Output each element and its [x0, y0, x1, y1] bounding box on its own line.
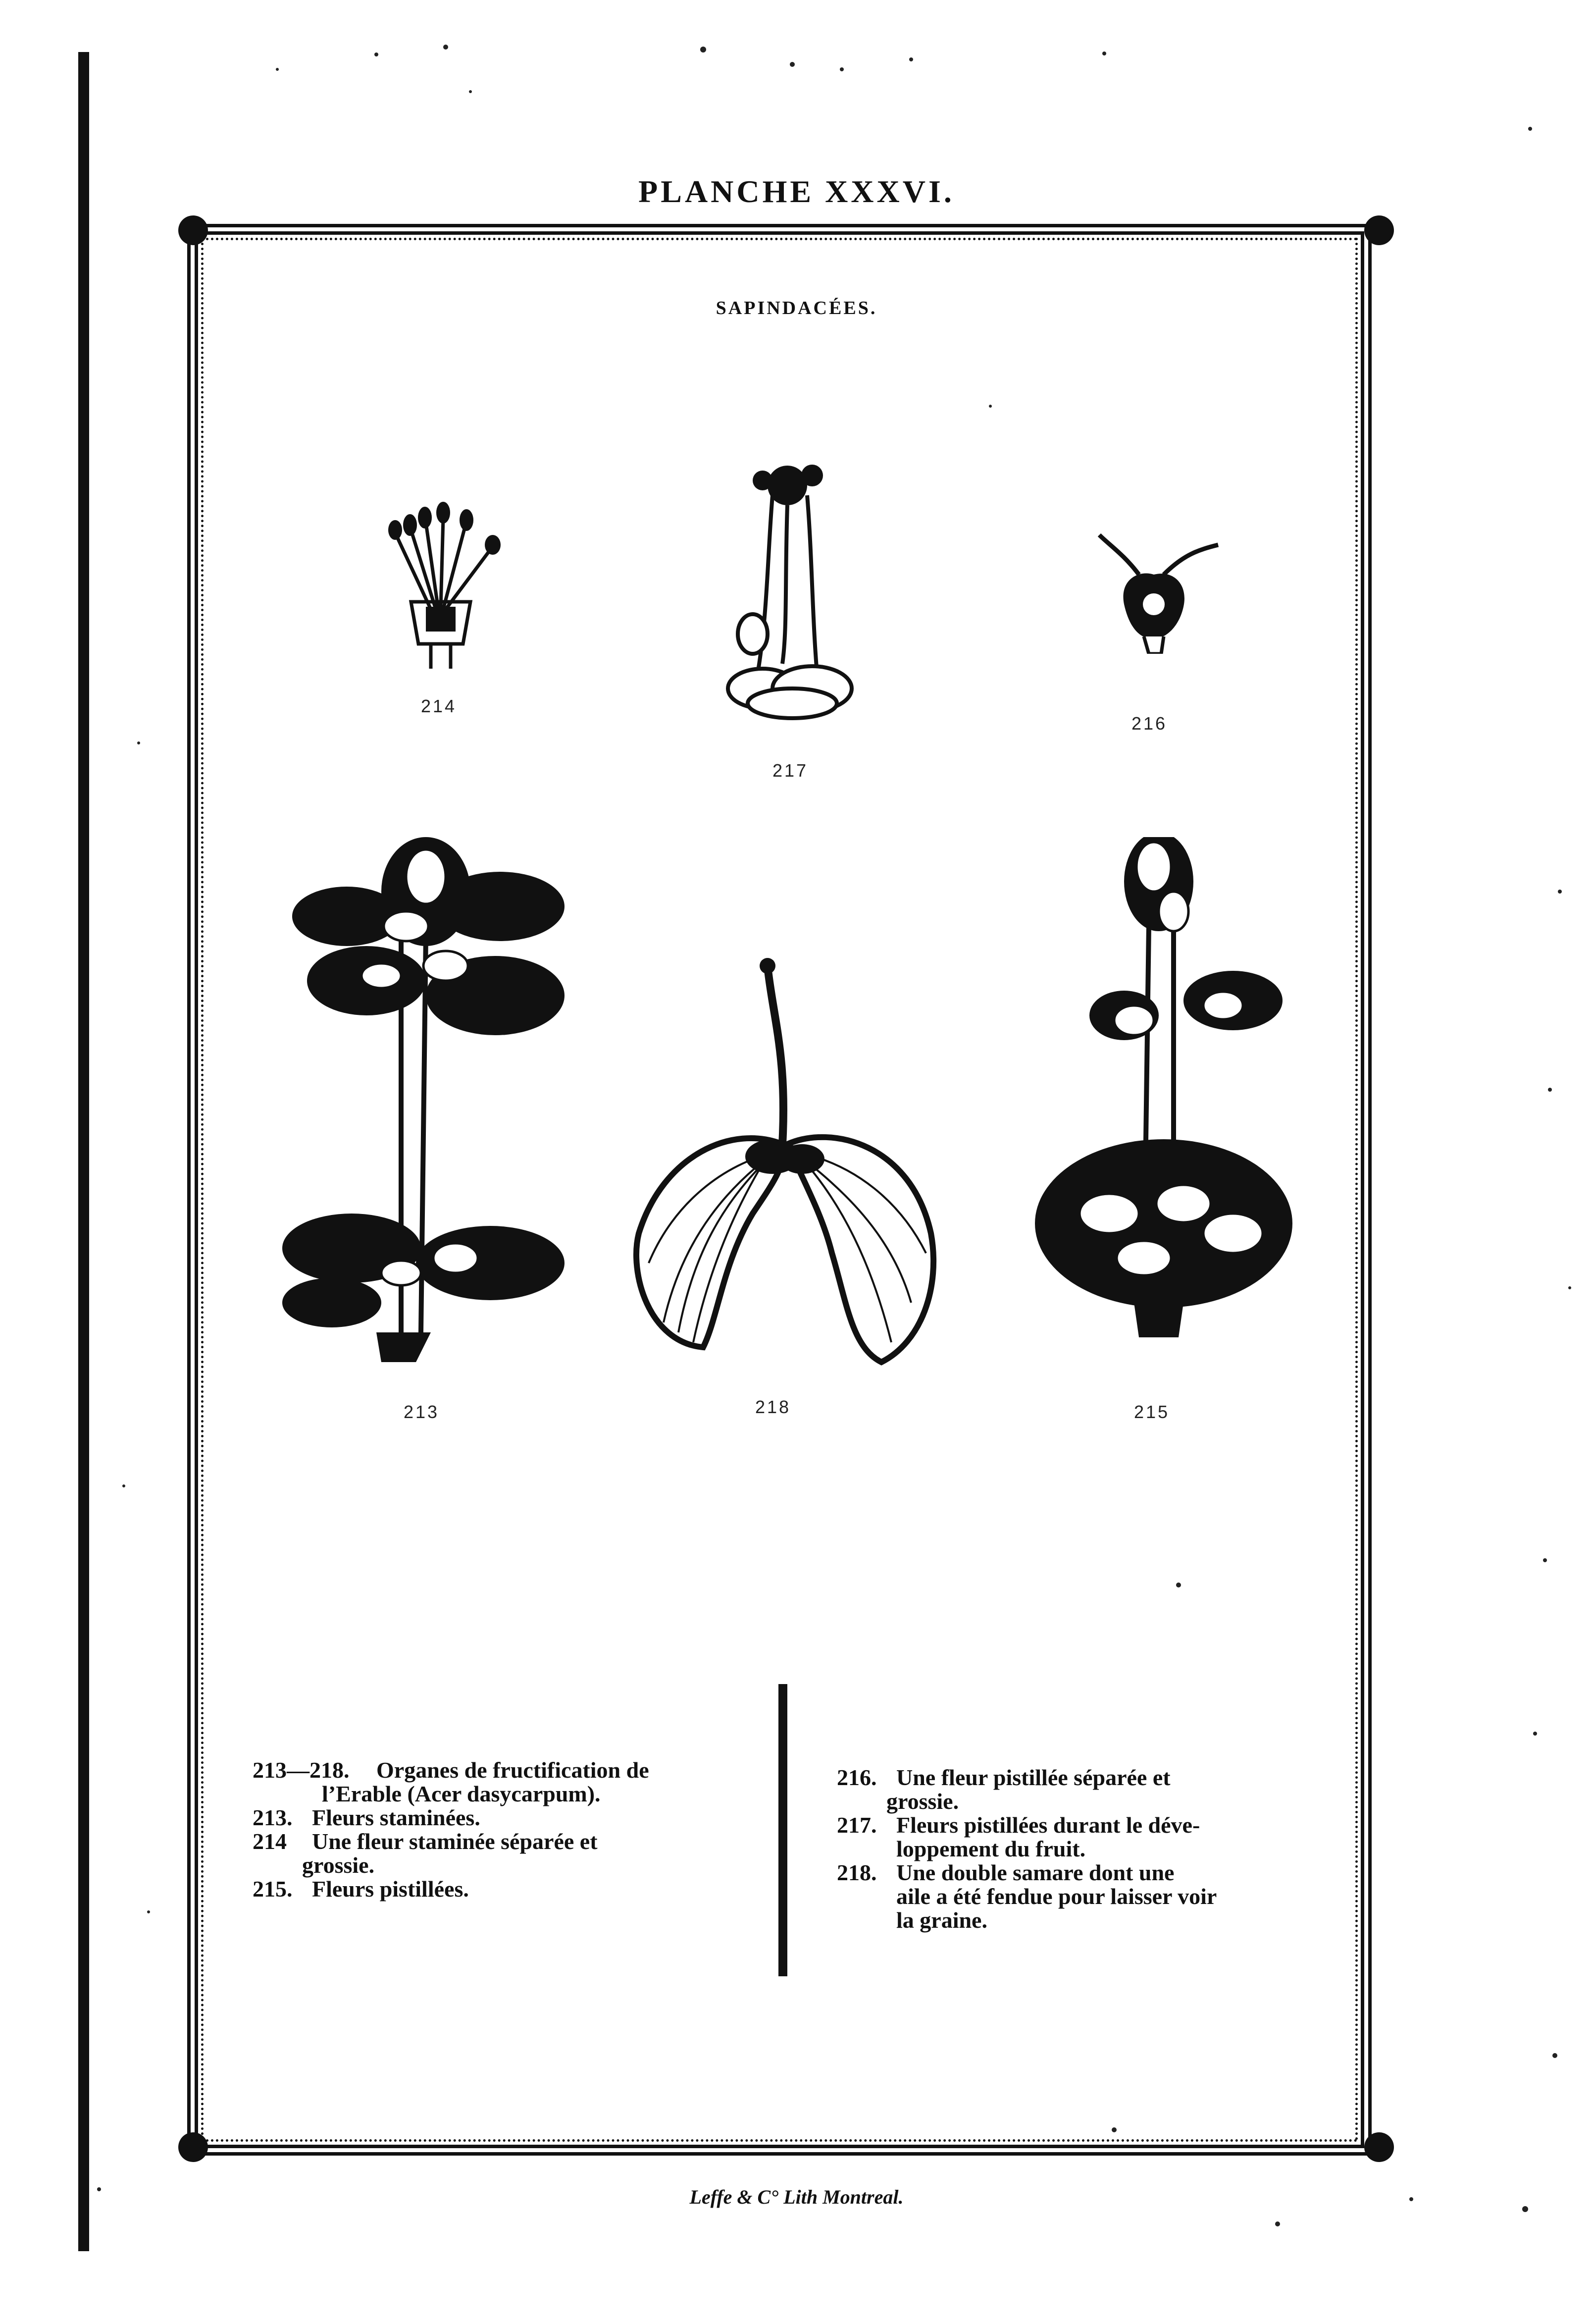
caption-number: 213. [253, 1805, 293, 1830]
fig-218-label: 218 [755, 1397, 791, 1417]
caption-number: 214 [253, 1829, 287, 1854]
caption-entry [253, 1877, 649, 1901]
fig-215-label: 215 [1134, 1402, 1170, 1422]
fig-217-illustration [713, 456, 872, 723]
caption-entry [253, 1758, 649, 1782]
family-heading: SAPINDACÉES. [716, 298, 877, 318]
frame-corner-ornament [1364, 215, 1394, 245]
caption-text: grossie. [886, 1789, 959, 1814]
caption-entry [253, 1782, 649, 1806]
caption-text: Fleurs pistillées. [312, 1876, 469, 1901]
caption-text: loppement du fruit. [896, 1836, 1086, 1861]
frame-corner-ornament [1364, 2132, 1394, 2162]
fig-216-label: 216 [1131, 713, 1168, 734]
fig-213-illustration [277, 837, 584, 1362]
caption-entry [837, 1766, 1217, 1790]
caption-entry [253, 1830, 649, 1853]
frame-corner-ornament [178, 2132, 208, 2162]
caption-entry [253, 1806, 649, 1830]
caption-text: l’Erable (Acer dasycarpum). [322, 1781, 601, 1806]
caption-text: Une fleur staminée séparée et [312, 1829, 598, 1854]
caption-text: grossie. [302, 1852, 375, 1878]
caption-text: Une double samare dont une [896, 1860, 1175, 1885]
caption-entry [837, 1790, 1217, 1813]
caption-text: Une fleur pistillée séparée et [896, 1765, 1171, 1790]
caption-entry [253, 1853, 649, 1877]
fig-214-illustration [357, 495, 525, 674]
caption-text: Organes de fructification de [376, 1757, 649, 1783]
caption-divider [778, 1684, 787, 1976]
caption-text: la graine. [896, 1907, 987, 1933]
lithographer-credit: Leffe & C° Lith Montreal. [689, 2186, 904, 2208]
fig-216-illustration [1089, 520, 1228, 654]
fig-218-illustration [624, 956, 951, 1367]
caption-left [253, 1758, 649, 1901]
caption-text: Fleurs pistillées durant le déve- [896, 1812, 1200, 1838]
frame-corner-ornament [178, 215, 208, 245]
caption-entry [837, 1861, 1217, 1885]
caption-number: 217. [837, 1812, 877, 1838]
caption-number: 215. [253, 1876, 293, 1901]
caption-text: aile a été fendue pour laisser voir [896, 1884, 1217, 1909]
caption-number: 216. [837, 1765, 877, 1790]
fig-217-label: 217 [772, 760, 809, 781]
caption-entry [837, 1885, 1217, 1908]
fig-213-label: 213 [404, 1402, 440, 1422]
caption-number: 213—218. [253, 1757, 350, 1783]
caption-number: 218. [837, 1860, 877, 1885]
caption-entry [837, 1908, 1217, 1932]
fig-214-label: 214 [421, 696, 457, 716]
caption-entry [837, 1813, 1217, 1837]
plate-title: PLANCHE XXXVI. [638, 174, 955, 209]
fig-215-illustration [1035, 837, 1302, 1342]
caption-entry [837, 1837, 1217, 1861]
caption-text: Fleurs staminées. [312, 1805, 480, 1830]
caption-right [837, 1766, 1217, 1932]
